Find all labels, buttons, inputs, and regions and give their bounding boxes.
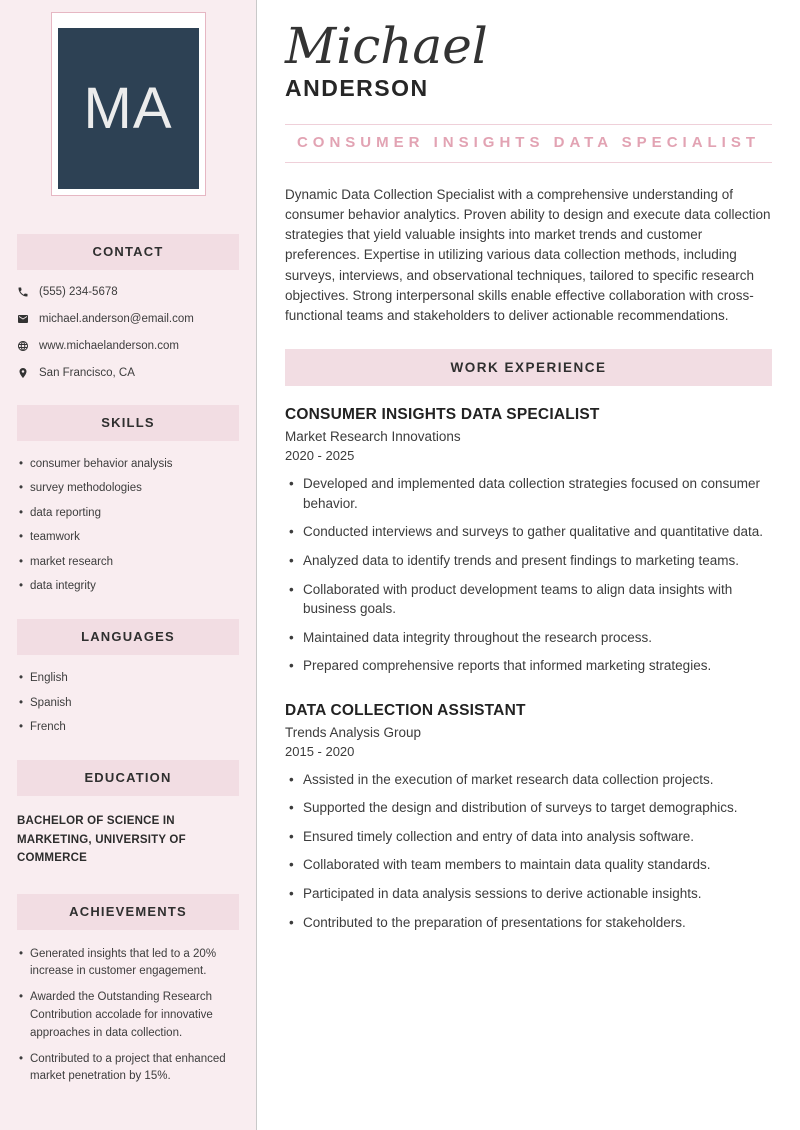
job-title: DATA COLLECTION ASSISTANT [285,701,526,719]
skill-item: • consumer behavior analysis [17,457,239,471]
resume-main [257,0,800,1130]
job-title: CONSUMER INSIGHTS DATA SPECIALIST [285,406,600,424]
skills-heading: SKILLS [17,405,239,441]
education-degree: BACHELOR OF SCIENCE IN MARKETING, UNIVERSITY OF COMMERCE [17,815,186,865]
contact-website-value: www.michaelanderson.com [39,340,179,352]
languages-section [0,619,256,734]
languages-heading: LANGUAGES [17,619,239,655]
language-item: • English [17,671,239,685]
website-icon [17,340,29,352]
location-icon [17,367,29,379]
job-bullet: • Collaborated with product development teams to align data insights with business goals. [285,580,772,619]
contact-row-location [0,367,256,379]
language-item: • French [17,720,239,734]
name-header [285,17,772,102]
skill-item: • teamwork [17,530,239,544]
last-name: ANDERSON [285,74,429,101]
education-section [0,760,256,867]
achievement-item: • Generated insights that led to a 20% increase in customer engagement. [17,946,239,982]
job-bullet: • Prepared comprehensive reports that informed marketing strategies. [285,656,772,676]
skill-item: • market research [17,555,239,569]
job-bullet: • Supported the design and distribution of surveys to target demographics. [285,798,772,818]
job-bullet: • Developed and implemented data collection strategies focused on consumer behavior. [285,474,772,513]
contact-list [0,286,256,379]
job-bullets [285,770,772,932]
skill-item: • data integrity [17,579,239,593]
achievements-section [0,894,256,1087]
job-dates: 2020 - 2025 [285,448,355,464]
job-bullet: • Collaborated with team members to maintain data quality standards. [285,855,772,875]
contact-location-value: San Francisco, CA [39,367,135,379]
job-entry-2 [285,702,772,932]
contact-phone-value: (555) 234-5678 [39,286,118,298]
profile-summary: Dynamic Data Collection Specialist with a comprehensive understanding of consumer behavior analytics. Proven ability to design and execute data collection strategies that yield valuable insights into market trends and customer preferences. Expertise in utilizing various data collection methods, including surveys, interviews, and observational techniques, tailored to specific research objectives. Strong interpersonal skills enable effective collaboration with cross-functional teams and stakeholders to deliver actionable recommendations. [285,186,771,323]
email-icon [17,313,29,325]
job-bullet: • Participated in data analysis sessions to derive actionable insights. [285,884,772,904]
contact-email-value: michael.anderson@email.com [39,313,194,325]
achievement-item: • Contributed to a project that enhanced market penetration by 15%. [17,1051,239,1087]
job-dates: 2015 - 2020 [285,743,355,759]
job-bullet: • Maintained data integrity throughout the research process. [285,628,772,648]
skills-list [0,457,256,593]
job-title-banner [285,124,772,163]
language-item: • Spanish [17,696,239,710]
profile-initials: MA [58,28,199,189]
skill-item: • data reporting [17,506,239,520]
job-bullet: • Analyzed data to identify trends and present findings to marketing teams. [285,551,772,571]
contact-section [0,234,256,379]
job-entry-1 [285,406,772,676]
contact-heading: CONTACT [17,234,239,270]
profile-photo-frame [51,12,206,196]
skill-item: • survey methodologies [17,481,239,495]
languages-list [0,671,256,734]
contact-row-website [0,340,256,352]
first-name: Michael [285,17,488,75]
job-company: Market Research Innovations [285,429,461,445]
job-company: Trends Analysis Group [285,724,422,740]
education-heading: EDUCATION [17,760,239,796]
contact-row-email [0,313,256,325]
job-bullet: • Assisted in the execution of market research data collection projects. [285,770,772,790]
job-bullet: • Ensured timely collection and entry of data into analysis software. [285,827,772,847]
job-bullets [285,474,772,676]
professional-title: CONSUMER INSIGHTS DATA SPECIALIST [296,133,761,151]
job-bullet: • Conducted interviews and surveys to gather qualitative and quantitative data. [285,522,772,542]
achievements-list [0,946,256,1087]
job-bullet: • Contributed to the preparation of presentations for stakeholders. [285,913,772,933]
contact-row-phone [0,286,256,298]
skills-section [0,405,256,593]
work-experience-heading: WORK EXPERIENCE [285,349,772,386]
phone-icon [17,286,29,298]
sidebar [0,0,257,1130]
achievements-heading: ACHIEVEMENTS [17,894,239,930]
achievement-item: • Awarded the Outstanding Research Contribution accolade for innovative approaches in data collection. [17,989,239,1042]
